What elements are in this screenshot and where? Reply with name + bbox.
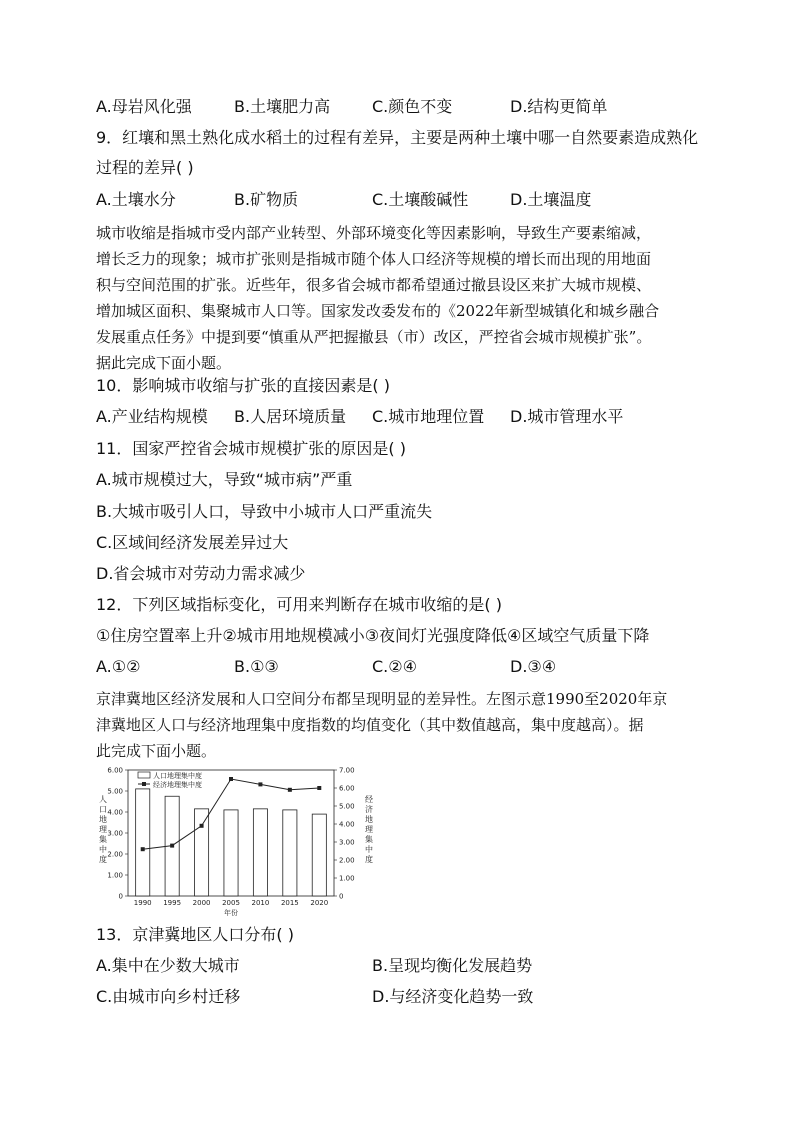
q13-option-c: C.由城市向乡村迁移 (96, 987, 241, 1006)
point-economy (317, 786, 321, 790)
right-tick-label: 3.00 (339, 838, 355, 847)
q9-option-d: D.土壤温度 (510, 190, 592, 209)
bar-population (136, 789, 150, 896)
passage-jingjinji (96, 686, 700, 764)
point-economy (258, 782, 262, 786)
passage1-line: 增长乏力的现象；城市扩张则是指城市随个体人口经济等规模的增长而出现的用地面 (96, 250, 652, 268)
q9-stem-line-2: 过程的差异( ) (96, 158, 194, 177)
left-tick-label: 6.00 (107, 766, 123, 775)
q13-option-b: B.呈现均衡化发展趋势 (372, 956, 533, 975)
passage1-line: 积与空间范围的扩张。近些年，很多省会城市都希望通过撤县设区来扩大城市规模、 (96, 276, 652, 294)
point-economy (288, 788, 292, 792)
point-economy (170, 844, 174, 848)
q9-option-c: C.土壤酸碱性 (372, 190, 469, 209)
left-tick-label: 1.00 (107, 871, 123, 880)
point-economy (200, 824, 204, 828)
left-tick-label: 0 (118, 892, 123, 901)
q11-option-c: C.区域间经济发展差异过大 (96, 533, 289, 552)
q10-option-b: B.人居环境质量 (234, 407, 347, 426)
x-tick-label: 2015 (280, 899, 299, 907)
legend-line-marker (142, 782, 146, 786)
q10-option-d: D.城市管理水平 (510, 407, 624, 426)
x-tick-label: 2005 (222, 899, 240, 907)
right-tick-label: 2.00 (339, 856, 355, 865)
q11-option-b: B.大城市吸引人口，导致中小城市人口严重流失 (96, 502, 433, 521)
q13-option-d: D.与经济变化趋势一致 (372, 987, 534, 1006)
q12-stem: 12．下列区域指标变化，可用来判断存在城市收缩的是( ) (96, 595, 502, 614)
bar-population (312, 814, 326, 896)
passage2-line: 津冀地区人口与经济地理集中度指数的均值变化（其中数值越高，集中度越高）。据 (96, 716, 644, 734)
q10-option-a: A.产业结构规模 (96, 407, 208, 426)
legend-bar-swatch (138, 772, 150, 778)
left-tick-label: 4.00 (107, 808, 123, 817)
right-tick-label: 1.00 (339, 874, 355, 883)
left-tick-label: 3.00 (107, 829, 123, 838)
x-axis-label: 年份 (224, 909, 238, 917)
q8-option-a: A.母岩风化强 (96, 97, 192, 116)
legend-economy-label: 经济地理集中度 (153, 781, 202, 789)
right-tick-label: 0 (339, 892, 344, 901)
q12-option-c: C.②④ (372, 657, 417, 676)
passage1-line: 据此完成下面小题。 (96, 354, 232, 372)
passage2-line: 此完成下面小题。 (96, 742, 217, 760)
passage-urban-shrinkage (96, 220, 700, 376)
bar-population (224, 810, 238, 896)
passage1-line: 增加城区面积、集聚城市人口等。国家发改委发布的《2022年新型城镇化和城乡融合 (96, 302, 660, 320)
x-tick-label: 1995 (163, 899, 182, 907)
bar-population (283, 810, 297, 896)
q12-option-b: B.①③ (234, 657, 279, 676)
q9-option-b: B.矿物质 (234, 190, 299, 209)
right-tick-label: 6.00 (339, 784, 355, 793)
q8-option-b: B.土壤肥力高 (234, 97, 331, 116)
legend-population-label: 人口地理集中度 (153, 772, 202, 780)
left-tick-label: 2.00 (107, 850, 123, 859)
x-tick-label: 2010 (251, 899, 270, 907)
passage2-line: 京津冀地区经济发展和人口空间分布都呈现明显的差异性。左图示意1990至2020年京 (96, 690, 668, 708)
x-tick-label: 1990 (133, 899, 152, 907)
q12-option-a: A.①② (96, 657, 141, 676)
right-tick-label: 7.00 (339, 766, 355, 775)
x-tick-label: 2000 (192, 899, 211, 907)
x-tick-label: 2020 (310, 899, 329, 907)
q11-option-a: A.城市规模过大，导致“城市病”严重 (96, 470, 353, 489)
q8-option-d: D.结构更简单 (510, 97, 608, 116)
point-economy (141, 847, 145, 851)
point-economy (229, 777, 233, 781)
q8-option-c: C.颜色不变 (372, 97, 453, 116)
q12-option-d: D.③④ (510, 657, 557, 676)
q13-option-a: A.集中在少数大城市 (96, 956, 240, 975)
q9-option-a: A.土壤水分 (96, 190, 176, 209)
q10-stem: 10．影响城市收缩与扩张的直接因素是( ) (96, 376, 390, 395)
left-axis-title: 人口地理集中度 (99, 795, 107, 864)
q11-option-d: D.省会城市对劳动力需求减少 (96, 564, 306, 583)
q10-option-c: C.城市地理位置 (372, 407, 485, 426)
bar-population (253, 809, 267, 896)
passage1-line: 城市收缩是指城市受内部产业转型、外部环境变化等因素影响，导致生产要素缩减， (96, 224, 652, 242)
bar-population (195, 809, 209, 896)
q11-stem: 11．国家严控省会城市规模扩张的原因是( ) (96, 439, 406, 458)
right-tick-label: 4.00 (339, 820, 355, 829)
q9-stem-line-1: 9．红壤和黑土熟化成水稻土的过程有差异，主要是两种土壤中哪一自然要素造成熟化 (96, 128, 699, 147)
q13-stem: 13．京津冀地区人口分布( ) (96, 925, 294, 944)
concentration-chart (96, 760, 376, 920)
passage1-line: 发展重点任务》中提到要“慎重从严把握撤县（市）改区，严控省会城市规模扩张”。 (96, 328, 652, 346)
left-tick-label: 5.00 (107, 787, 123, 796)
q12-items: ①住房空置率上升②城市用地规模减小③夜间灯光强度降低④区域空气质量下降 (96, 626, 650, 645)
right-axis-title: 经济地理集中度 (365, 795, 373, 864)
right-tick-label: 5.00 (339, 802, 355, 811)
